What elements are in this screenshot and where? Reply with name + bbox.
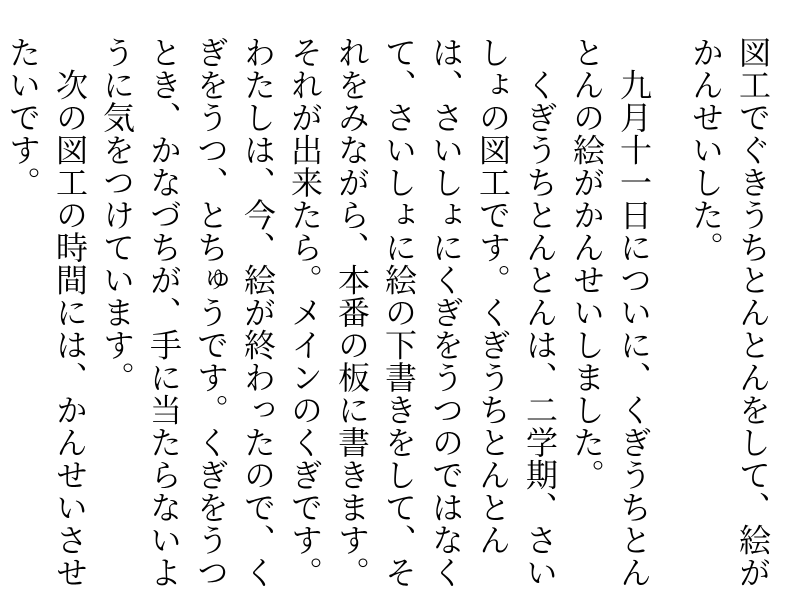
text-line: かんせいした。 <box>688 36 724 264</box>
document-page <box>0 36 776 596</box>
text-line: うに気をつけています。 <box>99 36 135 394</box>
text-line: れをみながら、本番の板に書きます。 <box>334 36 370 589</box>
text-line: それが出来たら。メインのくぎです。 <box>287 36 323 589</box>
text-line: 九月十一日についに、くぎうちとん <box>616 36 652 589</box>
text-line: 図工でぐきうちとんとんをして、絵が <box>735 36 771 589</box>
text-line: とき、かなづちが、手に当たらないよ <box>146 36 182 589</box>
text-line: て、さいしょに絵の下書きをして、そ <box>381 36 417 589</box>
text-line: くぎうちとんとんは、二学期、さい <box>522 36 558 589</box>
text-line: とんの絵がかんせいしました。 <box>569 36 605 491</box>
composition-title-block <box>682 36 776 596</box>
composition-body-block <box>0 36 657 596</box>
text-line: しょの図工です。くぎうちとんとん <box>475 36 511 556</box>
text-line: ぎをうつ、とちゅうです。くぎをうつ <box>193 36 229 589</box>
text-line: 次の図工の時間には、かんせいさせ <box>52 36 88 589</box>
text-line: たいです。 <box>5 36 41 199</box>
text-line: は、さいしょにくぎをうつのではなく <box>428 36 464 589</box>
text-line: わたしは、今、絵が終わったので、く <box>240 36 276 589</box>
